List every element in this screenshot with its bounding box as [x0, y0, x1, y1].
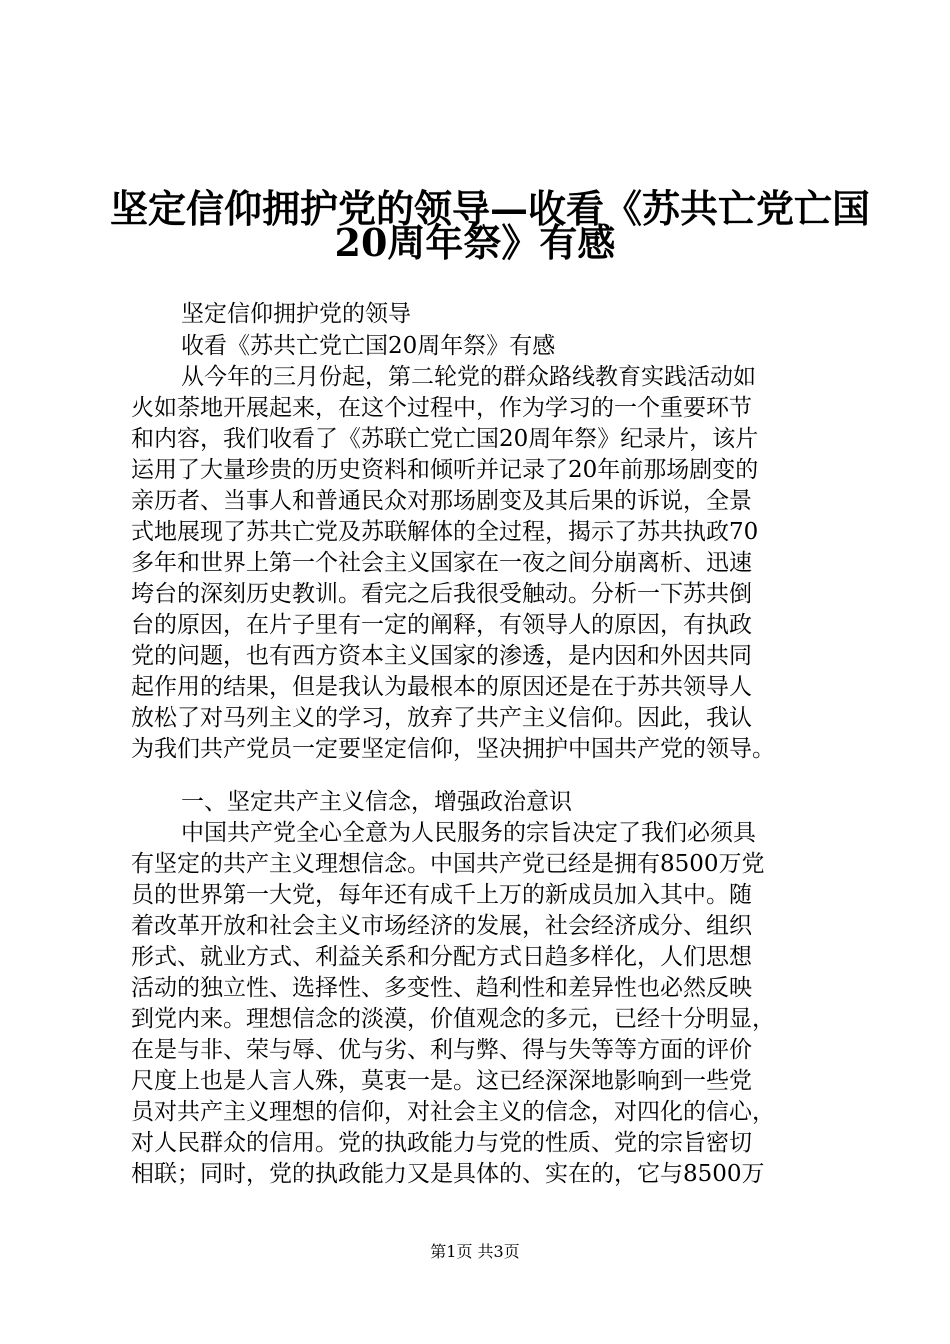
paragraph-2-line-2: 有坚定的共产主义理想信念。中国共产党已经是拥有8500万党 [131, 851, 765, 877]
paragraph-1-line-4: 运用了大量珍贵的历史资料和倾听并记录了20年前那场剧变的 [131, 457, 759, 483]
paragraph-1-line-2: 火如荼地开展起来，在这个过程中，作为学习的一个重要环节 [131, 395, 752, 421]
section-1-heading: 一、坚定共产主义信念，增强政治意识 [181, 789, 572, 815]
paragraph-1-line-7: 多年和世界上第一个社会主义国家在一夜之间分崩离析、迅速 [131, 550, 752, 576]
paragraph-1-line-5: 亲历者、当事人和普通民众对那场剧变及其后果的诉说，全景 [131, 488, 752, 514]
paragraph-2-line-12: 相联；同时，党的执政能力又是具体的、实在的，它与8500万 [131, 1161, 765, 1187]
paragraph-2-line-6: 活动的独立性、选择性、多变性、趋利性和差异性也必然反映 [131, 975, 752, 1001]
paragraph-1-line-1: 从今年的三月份起，第二轮党的群众路线教育实践活动如 [181, 364, 756, 390]
page-indicator: 第1页 共3页 [430, 1242, 520, 1261]
paragraph-1-line-9: 台的原因，在片子里有一定的阐释，有领导人的原因，有执政 [131, 612, 752, 638]
paragraph-1-line-12: 放松了对马列主义的学习，放弃了共产主义信仰。因此，我认 [131, 705, 752, 731]
paragraph-1-line-10: 党的问题，也有西方资本主义国家的渗透，是内因和外因共同 [131, 643, 752, 669]
paragraph-2-line-4: 着改革开放和社会主义市场经济的发展，社会经济成分、组织 [131, 913, 752, 939]
paragraph-2-line-3: 员的世界第一大党，每年还有成千上万的新成员加入其中。随 [131, 882, 752, 908]
paragraph-2-line-9: 尺度上也是人言人殊，莫衷一是。这已经深深地影响到一些党 [131, 1068, 752, 1094]
paragraph-1-line-3: 和内容，我们收看了《苏联亡党亡国20周年祭》纪录片，该片 [131, 426, 759, 452]
paragraph-2-line-10: 员对共产主义理想的信仰，对社会主义的信念，对四化的信心， [131, 1099, 775, 1125]
paragraph-1-line-11: 起作用的结果，但是我认为最根本的原因还是在于苏共领导人 [131, 674, 752, 700]
paragraph-2-line-7: 到党内来。理想信念的淡漠，价值观念的多元，已经十分明显， [131, 1006, 775, 1032]
document-title-line-1: 坚定信仰拥护党的领导—收看《苏共亡党亡国 [110, 186, 871, 231]
paragraph-2-line-8: 在是与非、荣与辱、优与劣、利与弊、得与失等等方面的评价 [131, 1037, 752, 1063]
paragraph-1-line-13: 为我们共产党员一定要坚定信仰，坚决拥护中国共产党的领导。 [131, 736, 775, 762]
paragraph-2-line-5: 形式、就业方式、利益关系和分配方式日趋多样化，人们思想 [131, 944, 752, 970]
document-title-line-2: 20周年祭》有感 [334, 220, 616, 265]
subtitle-line-1: 坚定信仰拥护党的领导 [181, 301, 411, 327]
paragraph-2-line-1: 中国共产党全心全意为人民服务的宗旨决定了我们必须具 [181, 820, 756, 846]
subtitle-line-2: 收看《苏共亡党亡国20周年祭》有感 [181, 333, 556, 359]
paragraph-2-line-11: 对人民群众的信用。党的执政能力与党的性质、党的宗旨密切 [131, 1130, 752, 1156]
paragraph-1-line-8: 垮台的深刻历史教训。看完之后我很受触动。分析一下苏共倒 [131, 581, 752, 607]
paragraph-1-line-6: 式地展现了苏共亡党及苏联解体的全过程，揭示了苏共执政70 [131, 519, 759, 545]
